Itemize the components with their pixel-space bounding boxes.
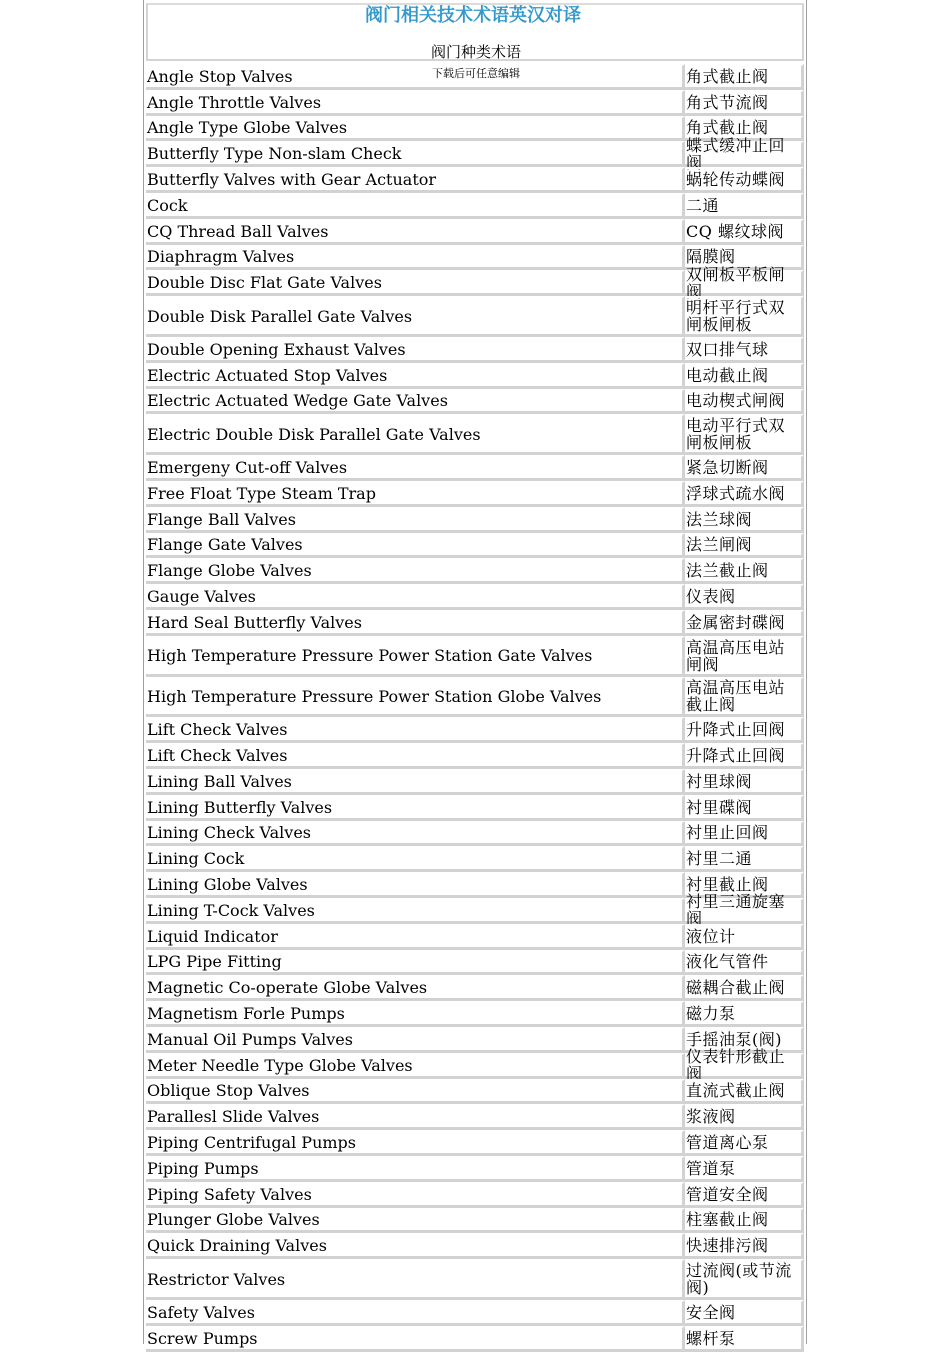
- table-row: [146, 167, 804, 193]
- term-chinese-text: 衬里二通: [686, 849, 753, 869]
- table-row: [146, 1130, 804, 1156]
- term-chinese-text: 二通: [686, 195, 720, 215]
- table-row: [146, 821, 804, 847]
- term-chinese-text: 衬里截止阀: [686, 875, 769, 895]
- term-chinese-text: 法兰截止阀: [686, 561, 769, 581]
- term-english: Electric Actuated Wedge Gate Valves: [146, 389, 685, 415]
- term-chinese-text: 安全阀: [686, 1302, 736, 1322]
- term-english: LPG Pipe Fitting: [146, 950, 685, 976]
- term-chinese: [685, 455, 804, 481]
- term-chinese-text: 仪表针形截止阀: [686, 1047, 786, 1084]
- term-chinese: [685, 389, 804, 415]
- term-english: Lining Globe Valves: [146, 872, 685, 898]
- term-english: Piping Safety Valves: [146, 1182, 685, 1208]
- table-row: [146, 892, 804, 929]
- table-row: [146, 677, 804, 718]
- term-english: Parallesl Slide Valves: [146, 1104, 685, 1130]
- term-chinese: [685, 743, 804, 769]
- term-english: Diaphragm Valves: [146, 245, 685, 271]
- term-chinese: [685, 1208, 804, 1234]
- term-english: Double Disk Parallel Gate Valves: [146, 296, 685, 337]
- term-english: Liquid Indicator: [146, 924, 685, 950]
- table-row: [146, 135, 804, 172]
- table-row: [146, 533, 804, 559]
- table-row: [146, 363, 804, 389]
- term-english: Lining Check Valves: [146, 821, 685, 847]
- term-chinese-text: 衬里三通旋塞阀: [686, 892, 786, 929]
- term-chinese: [685, 167, 804, 193]
- table-row: [146, 1182, 804, 1208]
- term-english: Double Opening Exhaust Valves: [146, 337, 685, 363]
- document-title: 阀门相关技术术语英汉对译: [365, 5, 581, 26]
- term-chinese: [685, 1300, 804, 1326]
- term-english: Free Float Type Steam Trap: [146, 481, 685, 507]
- table-row: [146, 1079, 804, 1105]
- table-row: [146, 1259, 804, 1300]
- term-chinese: [685, 90, 804, 116]
- term-chinese: [685, 296, 804, 337]
- table-row: [146, 455, 804, 481]
- table-row: [146, 296, 804, 337]
- table-row: [146, 1208, 804, 1234]
- term-chinese-text: 快速排污阀: [686, 1236, 769, 1256]
- term-english: Cock: [146, 193, 685, 219]
- term-chinese-text: 角式截止阀: [686, 118, 769, 138]
- term-english: Hard Seal Butterfly Valves: [146, 610, 685, 636]
- term-chinese: [685, 1001, 804, 1027]
- term-chinese-text: 衬里球阀: [686, 771, 753, 791]
- term-chinese-text: 双口排气球: [686, 339, 769, 359]
- term-english: Angle Throttle Valves: [146, 90, 685, 116]
- table-row: [146, 389, 804, 415]
- table-row: [146, 950, 804, 976]
- term-english: Angle Stop Valves: [146, 64, 685, 90]
- table-row: [146, 264, 804, 301]
- term-chinese-text: 衬里止回阀: [686, 823, 769, 843]
- term-chinese-text: 角式节流阀: [686, 92, 769, 112]
- table-row: [146, 717, 804, 743]
- term-english: Flange Ball Valves: [146, 507, 685, 533]
- table-row: [146, 193, 804, 219]
- term-chinese-text: 高温高压电站闸阀: [686, 637, 786, 674]
- term-chinese-text: 电动截止阀: [686, 365, 769, 385]
- term-chinese: [685, 975, 804, 1001]
- term-english: Flange Globe Valves: [146, 558, 685, 584]
- table-row: [146, 795, 804, 821]
- term-chinese: [685, 363, 804, 389]
- section-title: 阀门种类术语: [430, 43, 521, 61]
- term-chinese-text: 法兰闸阀: [686, 535, 753, 555]
- term-chinese-text: 蜗轮传动蝶阀: [686, 170, 786, 190]
- term-chinese: [685, 507, 804, 533]
- table-row: [146, 769, 804, 795]
- term-chinese: [685, 846, 804, 872]
- term-chinese: [685, 1259, 804, 1300]
- term-english: Safety Valves: [146, 1300, 685, 1326]
- term-english: Butterfly Valves with Gear Actuator: [146, 167, 685, 193]
- term-chinese: [685, 1182, 804, 1208]
- table-row: [146, 975, 804, 1001]
- term-english: Lining Cock: [146, 846, 685, 872]
- term-english: Plunger Globe Valves: [146, 1208, 685, 1234]
- term-english: Manual Oil Pumps Valves: [146, 1027, 685, 1053]
- term-chinese: [685, 558, 804, 584]
- table-row: [146, 743, 804, 769]
- term-chinese: [685, 219, 804, 245]
- term-english: Electric Double Disk Parallel Gate Valves: [146, 414, 685, 455]
- term-chinese: [685, 264, 804, 301]
- term-english: High Temperature Pressure Power Station Globe Valves: [146, 677, 685, 718]
- term-chinese-text: 紧急切断阀: [686, 458, 769, 478]
- term-chinese-text: CQ 螺纹球阀: [686, 221, 784, 241]
- table-row: [146, 584, 804, 610]
- term-chinese: [685, 677, 804, 718]
- term-english: Lining Butterfly Valves: [146, 795, 685, 821]
- term-english: Gauge Valves: [146, 584, 685, 610]
- table-row: [146, 1001, 804, 1027]
- term-english: Meter Needle Type Globe Valves: [146, 1053, 685, 1079]
- term-chinese-text: 直流式截止阀: [686, 1081, 786, 1101]
- term-english: Electric Actuated Stop Valves: [146, 363, 685, 389]
- table-row: [146, 846, 804, 872]
- term-chinese-text: 液化气管件: [686, 952, 769, 972]
- term-english: High Temperature Pressure Power Station Gate Valves: [146, 636, 685, 677]
- term-chinese-text: 过流阀(或节流阀): [686, 1261, 792, 1298]
- table-row: [146, 924, 804, 950]
- term-chinese: [685, 481, 804, 507]
- table-row: [146, 636, 804, 677]
- term-english: Lining Ball Valves: [146, 769, 685, 795]
- term-chinese-text: 明杆平行式双闸板闸板: [686, 298, 786, 335]
- term-chinese-text: 管道安全阀: [686, 1184, 769, 1204]
- term-english: Double Disc Flat Gate Valves: [146, 270, 685, 296]
- table-row: [146, 481, 804, 507]
- term-english: Lift Check Valves: [146, 717, 685, 743]
- table-row: [146, 1104, 804, 1130]
- term-chinese: [685, 584, 804, 610]
- term-chinese-text: 隔膜阀: [686, 247, 736, 267]
- term-chinese: [685, 769, 804, 795]
- term-english: Angle Type Globe Valves: [146, 116, 685, 142]
- edit-note: 下载后可任意编辑: [432, 67, 520, 80]
- term-chinese-text: 电动平行式双闸板闸板: [686, 416, 786, 453]
- term-chinese: [685, 1130, 804, 1156]
- table-row: [146, 507, 804, 533]
- term-chinese-text: 管道离心泵: [686, 1133, 769, 1153]
- term-chinese-text: 浮球式疏水阀: [686, 483, 786, 503]
- term-chinese: [685, 1104, 804, 1130]
- term-english: Quick Draining Valves: [146, 1233, 685, 1259]
- term-chinese: [685, 924, 804, 950]
- term-chinese: [685, 717, 804, 743]
- term-chinese: [685, 193, 804, 219]
- table-row: [146, 337, 804, 363]
- term-chinese-text: 电动楔式闸阀: [686, 391, 786, 411]
- term-chinese: [685, 636, 804, 677]
- term-english: Magnetism Forle Pumps: [146, 1001, 685, 1027]
- term-chinese-text: 升降式止回阀: [686, 720, 786, 740]
- term-chinese: [685, 821, 804, 847]
- term-chinese-text: 手摇油泵(阀): [686, 1029, 782, 1049]
- term-english: Lift Check Valves: [146, 743, 685, 769]
- term-chinese-text: 液位计: [686, 926, 736, 946]
- term-chinese-text: 角式截止阀: [686, 66, 769, 86]
- term-chinese-text: 衬里碟阀: [686, 797, 753, 817]
- term-chinese-text: 蝶式缓冲止回阀: [686, 135, 786, 172]
- table-row: [146, 610, 804, 636]
- term-english: Lining T-Cock Valves: [146, 898, 685, 924]
- table-row: [146, 219, 804, 245]
- term-english: Restrictor Valves: [146, 1259, 685, 1300]
- term-chinese: [685, 1326, 804, 1352]
- term-chinese-text: 磁耦合截止阀: [686, 978, 786, 998]
- term-chinese: [685, 795, 804, 821]
- table-row: [146, 1156, 804, 1182]
- term-chinese: [685, 610, 804, 636]
- term-chinese-text: 高温高压电站截止阀: [686, 678, 786, 715]
- term-chinese: [685, 337, 804, 363]
- term-english: Emergeny Cut-off Valves: [146, 455, 685, 481]
- term-chinese-text: 螺杆泵: [686, 1328, 736, 1348]
- term-chinese: [685, 1156, 804, 1182]
- table-row: [146, 558, 804, 584]
- term-english: Magnetic Co-operate Globe Valves: [146, 975, 685, 1001]
- term-english: Screw Pumps: [146, 1326, 685, 1352]
- term-english: Flange Gate Valves: [146, 533, 685, 559]
- term-chinese: [685, 1047, 804, 1084]
- term-chinese-text: 仪表阀: [686, 587, 736, 607]
- term-english: Oblique Stop Valves: [146, 1079, 685, 1105]
- term-chinese: [685, 414, 804, 455]
- term-english: Piping Centrifugal Pumps: [146, 1130, 685, 1156]
- table-row: [146, 414, 804, 455]
- term-chinese-text: 柱塞截止阀: [686, 1210, 769, 1230]
- term-english: Butterfly Type Non-slam Check: [146, 141, 685, 167]
- table-row: [146, 1300, 804, 1326]
- term-chinese-text: 浆液阀: [686, 1107, 736, 1127]
- table-row: [146, 1047, 804, 1084]
- term-chinese-text: 磁力泵: [686, 1004, 736, 1024]
- table-row: [146, 90, 804, 116]
- term-chinese-text: 管道泵: [686, 1158, 736, 1178]
- term-chinese-text: 双闸板平板闸阀: [686, 264, 786, 301]
- term-chinese-text: 金属密封碟阀: [686, 612, 786, 632]
- table-row: [146, 1326, 804, 1352]
- term-chinese: [685, 1233, 804, 1259]
- term-chinese: [685, 533, 804, 559]
- term-english: CQ Thread Ball Valves: [146, 219, 685, 245]
- term-chinese: [685, 1079, 804, 1105]
- term-chinese-text: 升降式止回阀: [686, 746, 786, 766]
- term-english: Piping Pumps: [146, 1156, 685, 1182]
- term-chinese: [685, 950, 804, 976]
- table-row: [146, 1233, 804, 1259]
- term-chinese: [685, 135, 804, 172]
- term-chinese-text: 法兰球阀: [686, 509, 753, 529]
- term-chinese: [685, 892, 804, 929]
